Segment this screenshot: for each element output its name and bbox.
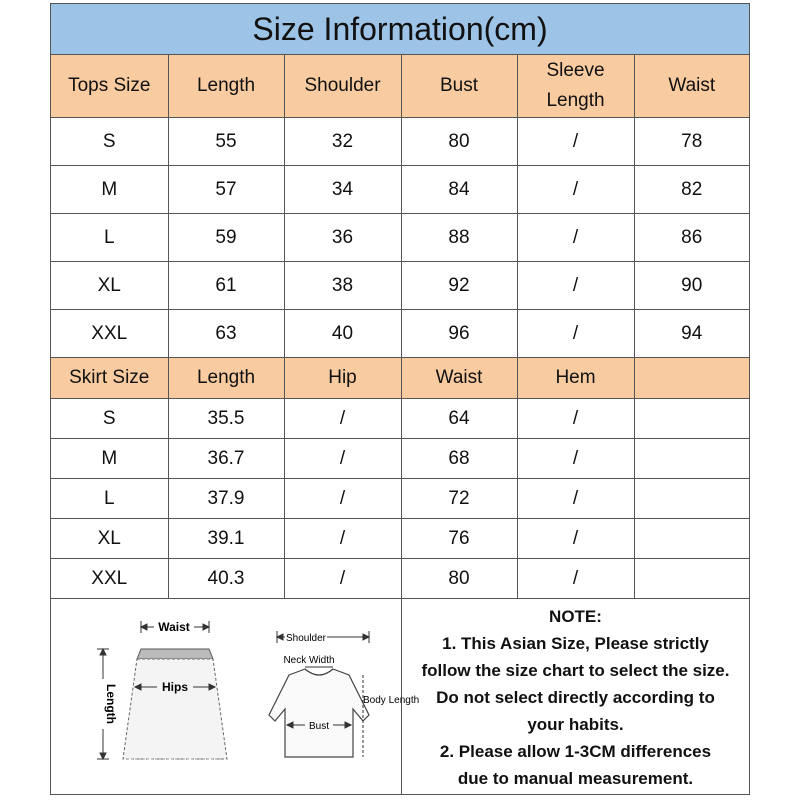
tops-header-bust: Bust [401,55,517,118]
note-line: 2. Please allow 1-3CM differences [439,741,712,761]
waist-label: Waist [158,620,190,634]
skirt-header-row [51,358,749,399]
chart-title: Size Information(cm) [51,4,749,55]
table-row [51,399,749,439]
tops-header-row [51,55,749,118]
table-cell: M [51,166,168,214]
table-row [51,214,749,262]
bottom-section [51,598,749,795]
shoulder-label: Shoulder [285,633,327,644]
table-cell: 55 [168,118,284,166]
table-row [51,262,749,310]
table-cell: 92 [401,262,517,310]
table-cell: / [517,262,634,310]
table-cell: 68 [401,439,517,479]
table-cell: 78 [634,118,749,166]
tops-table [51,54,749,358]
skirt-illustration [123,649,227,759]
skirt-header-hip: Hip [284,358,401,399]
skirt-header-hem: Hem [517,358,634,399]
table-cell: / [517,310,634,358]
table-cell: 72 [401,479,517,519]
table-cell: / [284,519,401,559]
table-cell: L [51,479,168,519]
table-cell: / [284,479,401,519]
table-cell: 38 [284,262,401,310]
note-line: 1. This Asian Size, Please strictly [442,633,709,653]
table-cell: / [517,559,634,599]
body-length-label: Body Length [363,695,420,706]
tops-header-sleeve [517,55,634,118]
table-cell [634,519,749,559]
note-line: Do not select directly according to [436,687,715,707]
table-cell: 36.7 [168,439,284,479]
table-cell: / [284,399,401,439]
table-row [51,118,749,166]
table-row [51,519,749,559]
table-cell: 82 [634,166,749,214]
table-cell: 84 [401,166,517,214]
table-cell: 88 [401,214,517,262]
skirt-header-empty [634,358,749,399]
table-cell [634,559,749,599]
note-heading: NOTE: [549,606,602,626]
table-cell: 36 [284,214,401,262]
note-panel [402,599,749,795]
table-cell: / [517,118,634,166]
table-cell: 35.5 [168,399,284,439]
table-cell: 39.1 [168,519,284,559]
sleeve-length-label: Sleeve Length [546,60,605,111]
table-cell: / [284,439,401,479]
tops-header-waist: Waist [634,55,749,118]
size-chart [50,3,750,795]
table-cell: 64 [401,399,517,439]
note-line: your habits. [527,714,624,734]
table-cell [634,399,749,439]
bust-label: Bust [308,721,330,732]
length-label: Length [104,684,118,724]
skirt-header-length: Length [168,358,284,399]
table-cell: S [51,399,168,439]
table-cell: 40 [284,310,401,358]
table-cell: 80 [401,118,517,166]
diagram-svg [51,599,420,795]
table-row [51,559,749,599]
table-cell [634,479,749,519]
table-cell: M [51,439,168,479]
table-cell: 59 [168,214,284,262]
table-cell: / [517,399,634,439]
table-cell: 86 [634,214,749,262]
note-line: due to manual measurement. [457,768,694,788]
table-cell: 96 [401,310,517,358]
table-cell: / [517,519,634,559]
neck-width-label: Neck Width [283,655,335,666]
table-cell: / [517,479,634,519]
table-cell: XL [51,519,168,559]
table-cell: 34 [284,166,401,214]
tops-header-shoulder: Shoulder [284,55,401,118]
tops-header-size: Tops Size [51,55,168,118]
table-cell: 40.3 [168,559,284,599]
table-cell: 63 [168,310,284,358]
table-cell: 37.9 [168,479,284,519]
table-cell: / [284,559,401,599]
table-cell [634,439,749,479]
skirt-header-waist: Waist [401,358,517,399]
table-cell: L [51,214,168,262]
table-cell: / [517,214,634,262]
table-cell: 32 [284,118,401,166]
table-cell: 80 [401,559,517,599]
table-cell: XXL [51,310,168,358]
table-cell: 76 [401,519,517,559]
note-line: follow the size chart to select the size. [421,660,730,680]
tops-header-length: Length [168,55,284,118]
table-cell: XXL [51,559,168,599]
skirt-table [51,357,749,599]
table-cell: 90 [634,262,749,310]
table-cell: XL [51,262,168,310]
table-cell: 57 [168,166,284,214]
table-row [51,310,749,358]
hips-label: Hips [161,680,189,694]
table-row [51,166,749,214]
measurement-diagram [51,599,420,795]
skirt-header-size: Skirt Size [51,358,168,399]
table-row [51,439,749,479]
table-cell: 61 [168,262,284,310]
table-cell: / [517,166,634,214]
table-cell: S [51,118,168,166]
table-row [51,479,749,519]
table-cell: / [517,439,634,479]
table-cell: 94 [634,310,749,358]
top-illustration [269,669,369,757]
